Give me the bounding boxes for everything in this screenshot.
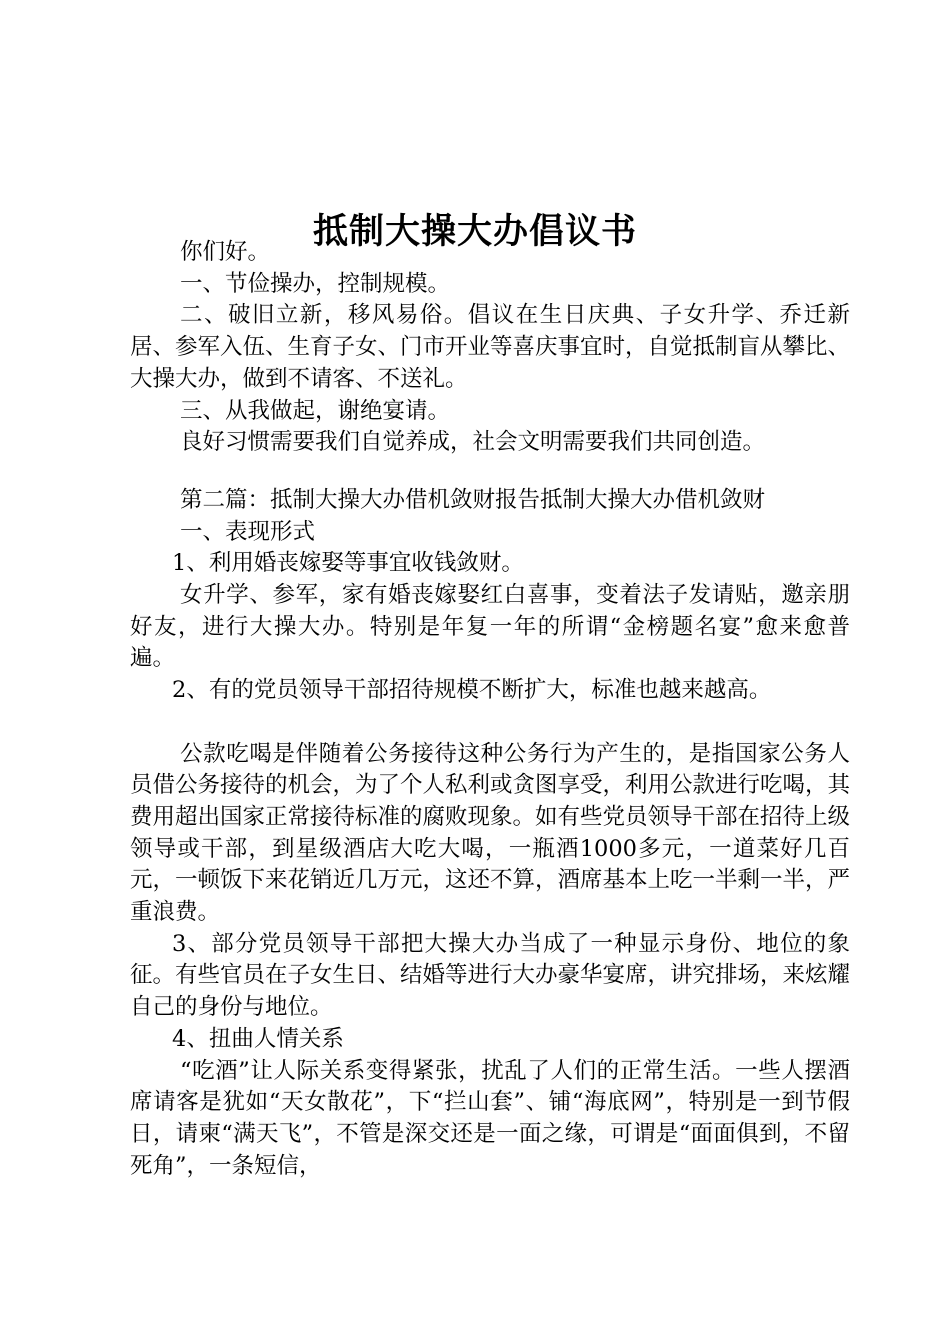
paragraph-point-2: 二、破旧立新，移风易俗。倡议在生日庆典、子女升学、乔迁新居、参军入伍、生育子女、门市开业等喜庆事宜时，自觉抵制盲从攀比、大操大办，做到不请客、不送礼。 [130, 302, 851, 392]
paragraph-point-1: 一、节俭操办，控制规模。 [180, 270, 451, 297]
section-spacer [130, 707, 850, 739]
paragraph-item-3: 3、部分党员领导干部把大操大办当成了一种显示身份、地位的象征。有些官员在子女生日、结婚等进行大办豪华宴席，讲究排场，来炫耀自己的身份与地位。 [130, 930, 851, 1021]
paragraph-item-1-detail: 女升学、参军，家有婚丧嫁娶红白喜事，变着法子发请贴，邀亲朋好友，进行大操大办。特别是年复一年的所谓“金榜题名宴”愈来愈普遍。 [130, 582, 850, 672]
paragraph-greeting: 你们好。 [180, 239, 271, 265]
section-spacer [130, 459, 850, 485]
paragraph-heading-forms: 一、表现形式 [180, 518, 316, 545]
document-body [130, 237, 850, 1182]
paragraph-closing: 良好习惯需要我们自觉养成，社会文明需要我们共同创造。 [180, 429, 766, 456]
document-title: 抵制大操大办倡议书 [312, 212, 637, 253]
paragraph-item-1: 1、利用婚丧嫁娶等事宜收钱敛财。 [172, 550, 524, 577]
paragraph-item-2: 2、有的党员领导干部招待规模不断扩大，标准也越来越高。 [172, 677, 772, 704]
paragraph-public-funds: 公款吃喝是伴随着公务接待这种公务行为产生的，是指国家公务人员借公务接待的机会，为了个人私利或贪图享受，利用公款进行吃喝，其费用超出国家正常接待标准的腐败现象。如有些党员领导干部在招待上级领导或干部，到星级酒店大吃大喝，一瓶酒1000多元，一道菜好几百元，一顿饭下来花销近几万元，这还不算，酒席基本上吃一半剩一半，严重浪费。 [130, 740, 851, 926]
paragraph-section-2-heading: 第二篇：抵制大操大办借机敛财报告抵制大操大办借机敛财 [180, 486, 766, 513]
paragraph-item-4: 4、扭曲人情关系 [172, 1025, 344, 1052]
paragraph-item-4-detail: “吃酒”让人际关系变得紧张，扰乱了人们的正常生活。一些人摆酒席请客是犹如“天女散花”，下“拦山套”、铺“海底网”，特别是一到节假日，请柬“满天飞”，不管是深交还是一面之缘，可谓是“面面俱到，不留死角”，一条短信， [130, 1057, 850, 1179]
paragraph-point-3: 三、从我做起，谢绝宴请。 [180, 397, 451, 424]
